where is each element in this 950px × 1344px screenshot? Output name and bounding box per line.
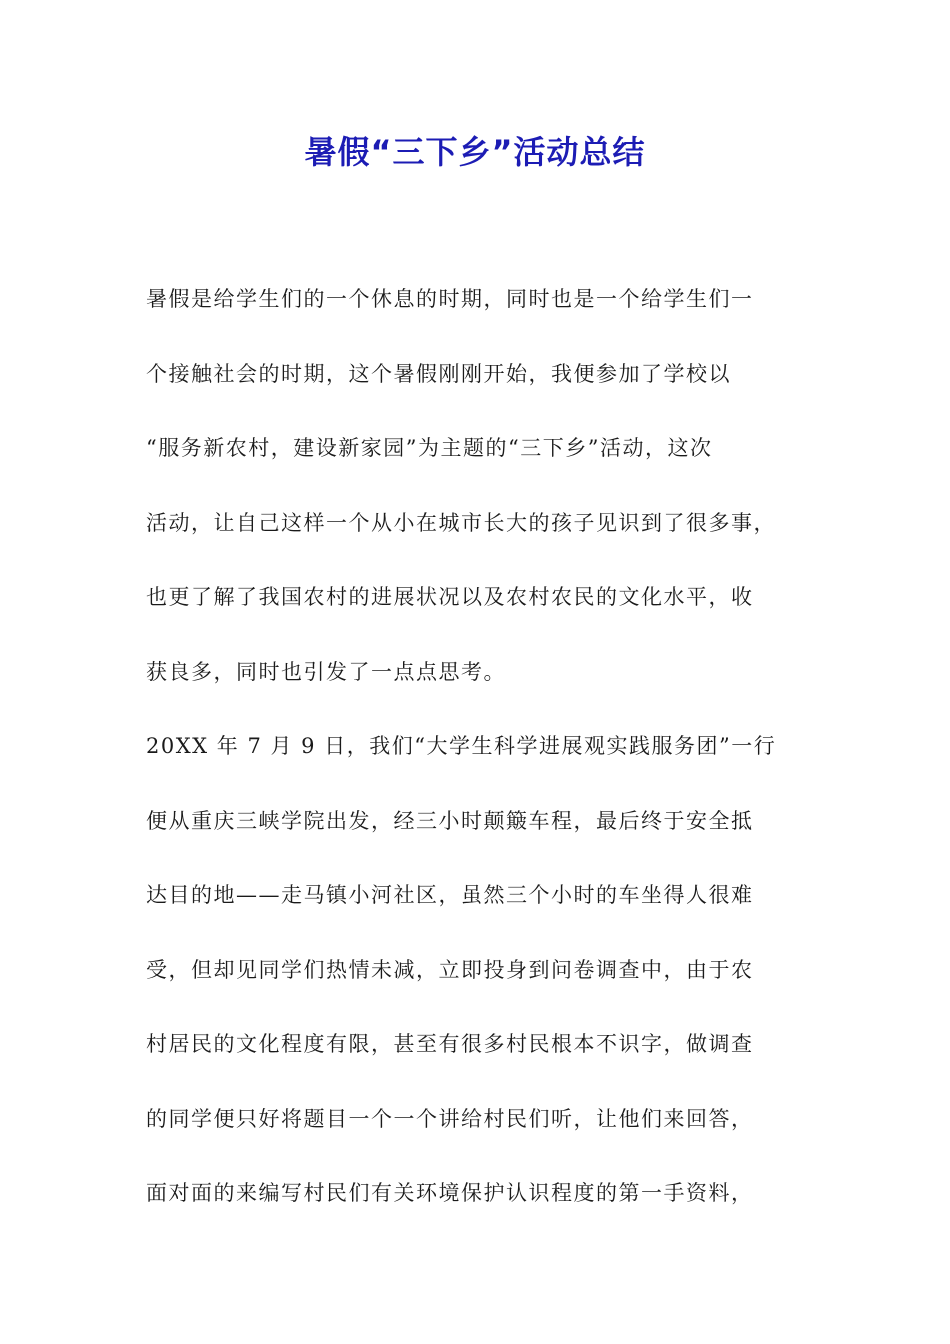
- body-line: 活动，让自己这样一个从小在城市长大的孩子见识到了很多事，: [146, 510, 776, 535]
- body-line: 个接触社会的时期，这个暑假刚刚开始，我便参加了学校以: [146, 361, 731, 386]
- body-line: 暑假是给学生们的一个休息的时期，同时也是一个给学生们一: [146, 287, 754, 311]
- document-body: [146, 262, 816, 1231]
- body-line: 达目的地——走马镇小河社区，虽然三个小时的车坐得人很难: [146, 883, 754, 907]
- body-line: 面对面的来编写村民们有关环境保护认识程度的第一手资料，: [146, 1181, 754, 1205]
- body-line: 的同学便只好将题目一个一个讲给村民们听，让他们来回答，: [146, 1106, 754, 1131]
- body-line: 便从重庆三峡学院出发，经三小时颠簸车程，最后终于安全抵: [146, 808, 754, 833]
- body-line: 村居民的文化程度有限，甚至有很多村民根本不识字，做调查: [146, 1032, 754, 1056]
- body-line: 也更了解了我国农村的进展状况以及农村农民的文化水平，收: [146, 585, 754, 609]
- body-line: “服务新农村，建设新家园”为主题的“三下乡”活动，这次: [146, 436, 713, 460]
- document-title: 暑假“三下乡”活动总结: [304, 133, 646, 171]
- body-line: 20XX 年 7 月 9 日，我们“大学生科学进展观实践服务团”一行: [146, 734, 777, 758]
- body-line: 获良多，同时也引发了一点点思考。: [146, 659, 506, 684]
- body-line: 受，但却见同学们热情未减，立即投身到问卷调查中，由于农: [146, 957, 754, 982]
